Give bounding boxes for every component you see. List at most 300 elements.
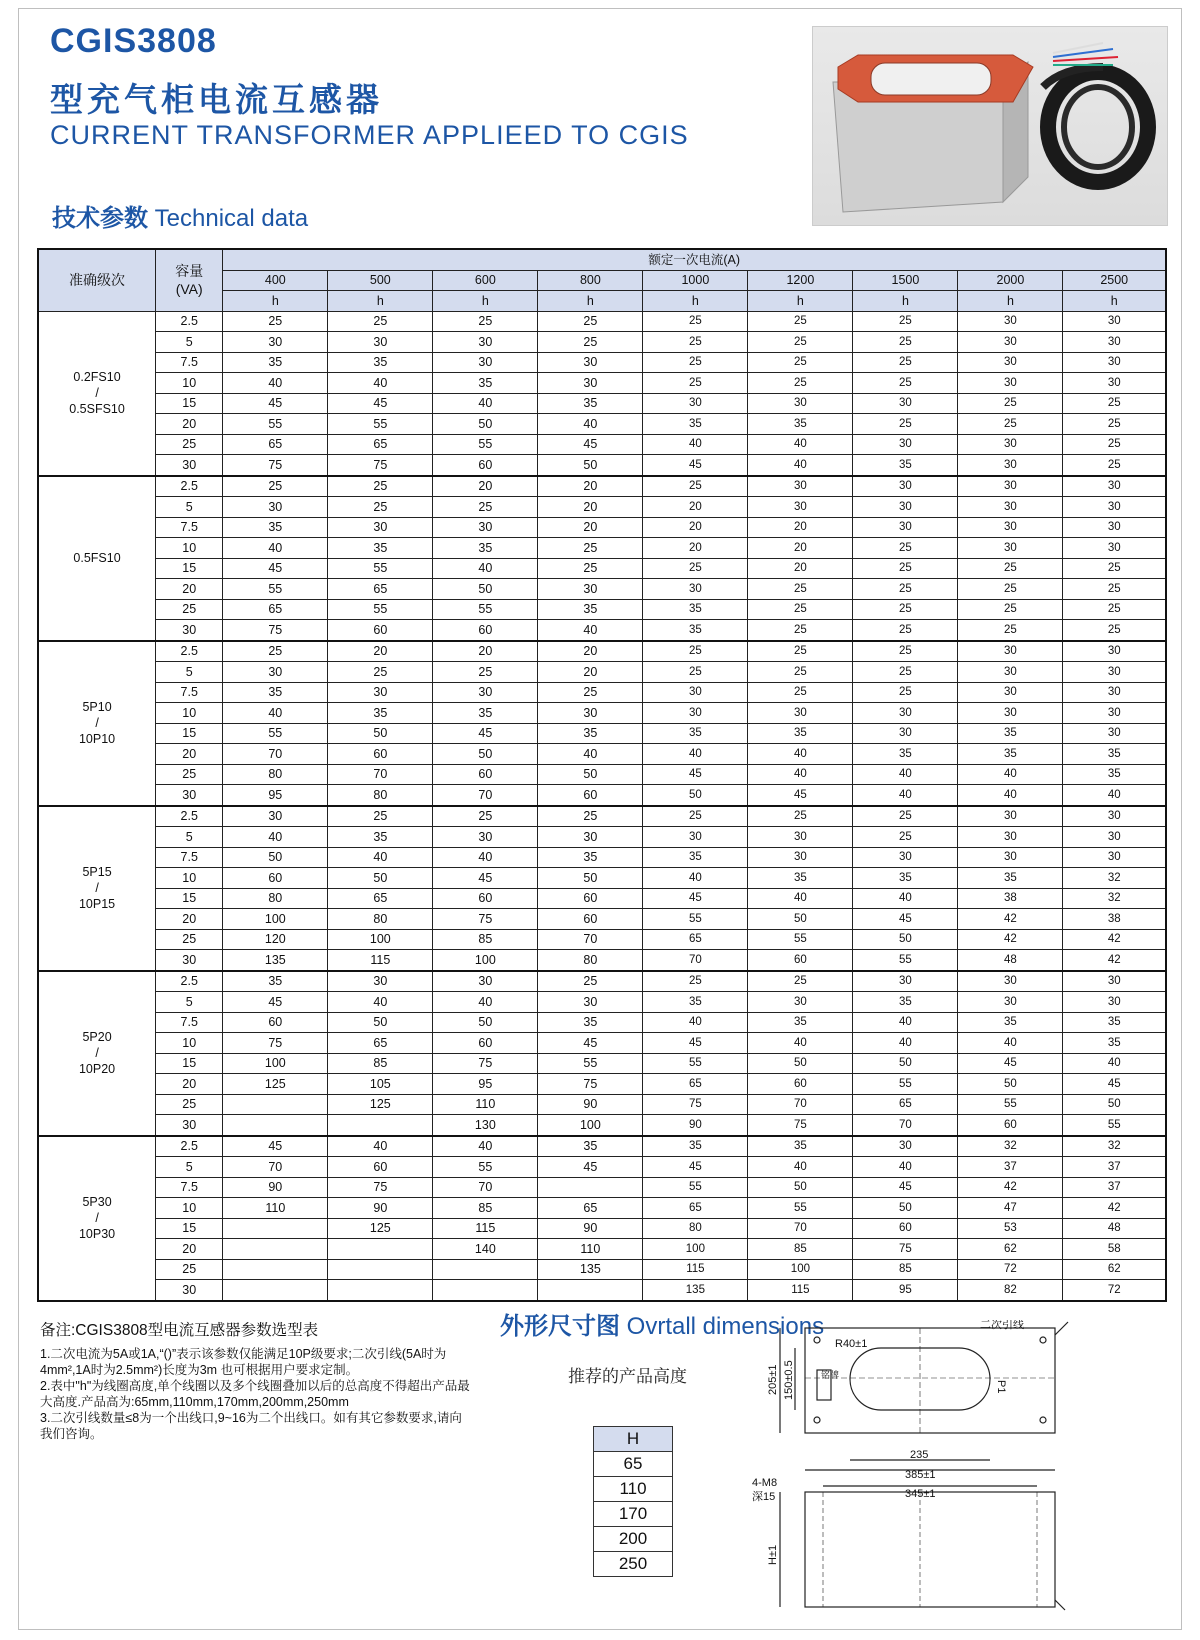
height-cell: 30: [1063, 517, 1166, 538]
table-row: [38, 1136, 1166, 1157]
height-cell: 85: [433, 929, 538, 950]
height-cell: 40: [223, 827, 328, 848]
height-cell: 60: [433, 764, 538, 785]
height-cell: 110: [433, 1094, 538, 1115]
table-row: [38, 599, 1166, 620]
header-capacity-unit: (VA): [175, 281, 203, 298]
capacity-cell: 5: [156, 1157, 223, 1178]
height-cell: 40: [748, 764, 853, 785]
height-cell: 45: [853, 909, 958, 930]
height-cell: 50: [748, 1053, 853, 1074]
table-row: [38, 393, 1166, 414]
height-cell: 75: [328, 455, 433, 476]
height-cell: 42: [958, 909, 1063, 930]
height-cell: 45: [643, 888, 748, 909]
capacity-cell: 2.5: [156, 476, 223, 497]
height-cell: 35: [853, 992, 958, 1013]
height-cell: 30: [538, 352, 643, 373]
height-cell: 40: [223, 373, 328, 394]
table-row: [38, 332, 1166, 353]
accuracy-class-cell: [38, 641, 156, 806]
height-cell: [538, 1280, 643, 1301]
height-cell: 72: [1063, 1280, 1166, 1301]
height-cell: 30: [538, 579, 643, 600]
height-cell: 25: [853, 332, 958, 353]
height-cell: 38: [1063, 909, 1166, 930]
height-cell: 70: [223, 1157, 328, 1178]
height-cell: 40: [853, 764, 958, 785]
height-cell: 25: [1063, 414, 1166, 435]
height-cell: 30: [643, 579, 748, 600]
height-cell: 75: [433, 909, 538, 930]
header-unit-h: h: [958, 291, 1063, 312]
height-cell: 110: [223, 1198, 328, 1219]
height-cell: 65: [328, 888, 433, 909]
height-cell: 30: [1063, 373, 1166, 394]
height-cell: 105: [328, 1074, 433, 1095]
table-row: [38, 558, 1166, 579]
height-cell: 70: [538, 929, 643, 950]
height-cell: 25: [538, 558, 643, 579]
height-cell: 35: [643, 1136, 748, 1157]
height-cell: 30: [538, 992, 643, 1013]
header-unit-h: h: [538, 291, 643, 312]
height-cell: 25: [328, 662, 433, 683]
table-row: [38, 1033, 1166, 1054]
height-cell: 20: [433, 641, 538, 662]
header-current-1500: 1500: [853, 270, 958, 291]
height-cell: 40: [328, 847, 433, 868]
height-cell: 30: [223, 332, 328, 353]
height-cell: 75: [538, 1074, 643, 1095]
header-unit-h: h: [328, 291, 433, 312]
height-value: 65: [594, 1452, 673, 1477]
height-cell: 30: [328, 517, 433, 538]
height-cell: 30: [433, 971, 538, 992]
height-cell: [433, 1280, 538, 1301]
height-cell: 115: [643, 1259, 748, 1280]
height-cell: 35: [538, 393, 643, 414]
table-row: [38, 888, 1166, 909]
label-depth: 深15: [752, 1491, 776, 1503]
height-cell: 20: [643, 517, 748, 538]
height-cell: 45: [958, 1053, 1063, 1074]
height-cell: 65: [223, 599, 328, 620]
front-view-outline: [805, 1492, 1055, 1607]
height-cell: 50: [958, 1074, 1063, 1095]
table-row: [38, 1074, 1166, 1095]
capacity-cell: 2.5: [156, 806, 223, 827]
accuracy-class-label: 0.5FS10: [73, 551, 121, 565]
height-cell: 82: [958, 1280, 1063, 1301]
height-cell: 75: [223, 620, 328, 641]
height-cell: 50: [433, 1012, 538, 1033]
height-cell: 30: [958, 682, 1063, 703]
table-row: [38, 950, 1166, 971]
height-cell: 45: [643, 764, 748, 785]
height-cell: 30: [1063, 538, 1166, 559]
label-secondary-lead: 二次引线: [980, 1320, 1024, 1331]
height-cell: 60: [538, 785, 643, 806]
height-value: 200: [594, 1527, 673, 1552]
height-cell: 25: [748, 641, 853, 662]
table-row: [38, 703, 1166, 724]
height-cell: 30: [643, 393, 748, 414]
height-cell: 30: [433, 682, 538, 703]
height-cell: 25: [328, 806, 433, 827]
height-cell: 75: [853, 1239, 958, 1260]
height-cell: 72: [958, 1259, 1063, 1280]
header-unit-h: h: [433, 291, 538, 312]
table-row: [38, 497, 1166, 518]
accuracy-class-label: 10P30: [78, 1227, 116, 1241]
height-cell: 45: [223, 1136, 328, 1157]
height-cell: 25: [748, 620, 853, 641]
height-cell: 35: [538, 1012, 643, 1033]
product-title-cn: 型充气柜电流互感器: [50, 80, 383, 119]
height-cell: 25: [748, 662, 853, 683]
height-cell: 55: [958, 1094, 1063, 1115]
height-cell: 25: [748, 682, 853, 703]
height-cell: [223, 1259, 328, 1280]
height-cell: 80: [643, 1218, 748, 1239]
header-unit-h: h: [223, 291, 328, 312]
height-cell: 30: [1063, 703, 1166, 724]
height-cell: 100: [433, 950, 538, 971]
height-cell: 40: [748, 744, 853, 765]
height-cell: 80: [328, 785, 433, 806]
table-row: [38, 1218, 1166, 1239]
height-cell: 45: [538, 1033, 643, 1054]
height-cell: 40: [433, 393, 538, 414]
capacity-cell: 2.5: [156, 641, 223, 662]
capacity-cell: 25: [156, 599, 223, 620]
capacity-cell: 25: [156, 929, 223, 950]
height-cell: 40: [1063, 785, 1166, 806]
height-cell: [223, 1280, 328, 1301]
height-cell: 50: [643, 785, 748, 806]
height-cell: 25: [1063, 579, 1166, 600]
capacity-cell: 25: [156, 764, 223, 785]
height-cell: 30: [1063, 847, 1166, 868]
height-cell: 35: [853, 455, 958, 476]
height-cell: 75: [223, 455, 328, 476]
height-cell: 25: [853, 538, 958, 559]
capacity-cell: 15: [156, 723, 223, 744]
height-cell: 40: [853, 888, 958, 909]
height-cell: 35: [958, 744, 1063, 765]
height-cell: 50: [328, 868, 433, 889]
capacity-cell: 7.5: [156, 1177, 223, 1198]
label-4-m8: 4-M8: [752, 1477, 778, 1489]
height-cell: 75: [223, 1033, 328, 1054]
height-cell: 35: [748, 723, 853, 744]
capacity-cell: 25: [156, 1259, 223, 1280]
height-cell: 30: [958, 971, 1063, 992]
height-cell: 35: [1063, 1033, 1166, 1054]
height-cell: 30: [958, 827, 1063, 848]
height-cell: 35: [853, 744, 958, 765]
height-cell: 30: [958, 641, 1063, 662]
height-cell: [223, 1239, 328, 1260]
height-cell: 40: [538, 620, 643, 641]
label-r40: R40±1: [835, 1338, 868, 1350]
label-p1: P1: [995, 1380, 1007, 1394]
table-row: [38, 971, 1166, 992]
height-cell: 25: [433, 806, 538, 827]
height-cell: 25: [853, 682, 958, 703]
height-cell: 70: [328, 764, 433, 785]
height-cell: 100: [748, 1259, 853, 1280]
table-row: [38, 455, 1166, 476]
height-cell: 20: [538, 517, 643, 538]
height-cell: 47: [958, 1198, 1063, 1219]
height-cell: 45: [433, 723, 538, 744]
accuracy-class-label: /: [95, 1046, 99, 1060]
height-cell: 25: [958, 579, 1063, 600]
height-cell: 50: [1063, 1094, 1166, 1115]
accuracy-class-cell: [38, 476, 156, 641]
table-row: [38, 929, 1166, 950]
header-current-600: 600: [433, 270, 538, 291]
height-cell: 25: [538, 538, 643, 559]
height-cell: 30: [433, 352, 538, 373]
height-cell: 20: [433, 476, 538, 497]
height-cell: 30: [538, 827, 643, 848]
height-cell: 25: [328, 497, 433, 518]
height-cell: 30: [223, 662, 328, 683]
height-cell: 25: [748, 311, 853, 332]
height-cell: 20: [748, 517, 853, 538]
height-cell: 58: [1063, 1239, 1166, 1260]
height-cell: 45: [748, 785, 853, 806]
height-cell: 125: [328, 1094, 433, 1115]
height-cell: 30: [538, 703, 643, 724]
capacity-cell: 10: [156, 1033, 223, 1054]
height-cell: 25: [538, 971, 643, 992]
label-345: 345±1: [905, 1488, 936, 1500]
height-cell: 85: [328, 1053, 433, 1074]
height-table: [593, 1426, 673, 1577]
height-cell: 50: [433, 744, 538, 765]
height-cell: 25: [748, 352, 853, 373]
label-nameplate: 铭牌: [821, 1370, 840, 1380]
height-cell: 30: [328, 332, 433, 353]
capacity-cell: 2.5: [156, 1136, 223, 1157]
height-cell: 90: [223, 1177, 328, 1198]
height-cell: 25: [748, 332, 853, 353]
height-cell: 42: [1063, 1198, 1166, 1219]
capacity-cell: 25: [156, 1094, 223, 1115]
height-cell: 45: [538, 1157, 643, 1178]
height-cell: 30: [223, 497, 328, 518]
label-205: 205±1: [767, 1364, 779, 1395]
header-rated-current: 额定一次电流(A): [223, 249, 1166, 270]
height-cell: 35: [643, 599, 748, 620]
height-cell: 42: [1063, 929, 1166, 950]
height-cell: 30: [1063, 476, 1166, 497]
accuracy-class-label: 10P15: [78, 897, 116, 911]
height-cell: [223, 1218, 328, 1239]
height-cell: 55: [853, 1074, 958, 1095]
height-cell: 30: [958, 847, 1063, 868]
height-cell: 30: [853, 476, 958, 497]
height-cell: 30: [748, 827, 853, 848]
accuracy-class-label: 10P20: [78, 1062, 116, 1076]
capacity-cell: 10: [156, 868, 223, 889]
table-row: [38, 806, 1166, 827]
header-unit-h: h: [643, 291, 748, 312]
height-cell: 80: [328, 909, 433, 930]
accuracy-class-cell: [38, 1136, 156, 1301]
height-cell: 25: [328, 311, 433, 332]
height-cell: 45: [223, 393, 328, 414]
height-cell: 40: [223, 703, 328, 724]
height-cell: 20: [538, 476, 643, 497]
height-cell: [223, 1115, 328, 1136]
height-cell: 140: [433, 1239, 538, 1260]
table-row: [38, 744, 1166, 765]
header-current-2000: 2000: [958, 270, 1063, 291]
height-cell: 42: [958, 929, 1063, 950]
note-line-3: 3.二次引线数量≤8为一个出线口,9~16为二个出线口。如有其它参数要求,请向我们咨询。: [40, 1411, 462, 1441]
height-cell: 25: [1063, 434, 1166, 455]
dimensions-title-cn: 外形尺寸图: [500, 1312, 620, 1340]
height-cell: 50: [328, 1012, 433, 1033]
height-cell: 50: [433, 414, 538, 435]
table-row: [38, 641, 1166, 662]
height-cell: [433, 1259, 538, 1280]
notes-title: 备注:CGIS3808型电流互感器参数选型表: [40, 1322, 319, 1339]
height-cell: 30: [1063, 332, 1166, 353]
height-cell: 65: [643, 1198, 748, 1219]
capacity-cell: 25: [156, 434, 223, 455]
height-cell: 55: [433, 599, 538, 620]
height-cell: 65: [538, 1198, 643, 1219]
height-cell: 55: [433, 434, 538, 455]
height-cell: 25: [958, 599, 1063, 620]
label-h: H±1: [767, 1544, 779, 1565]
height-cell: 25: [958, 620, 1063, 641]
height-cell: 135: [538, 1259, 643, 1280]
capacity-cell: 2.5: [156, 971, 223, 992]
header-capacity: [156, 249, 223, 311]
height-cell: 115: [328, 950, 433, 971]
height-cell: 35: [328, 703, 433, 724]
height-cell: 50: [328, 723, 433, 744]
height-cell: 20: [643, 538, 748, 559]
capacity-cell: 10: [156, 1198, 223, 1219]
height-cell: 40: [538, 744, 643, 765]
height-cell: 30: [1063, 806, 1166, 827]
table-row: [38, 682, 1166, 703]
height-cell: 40: [748, 455, 853, 476]
outline-dimension-drawing: [750, 1320, 1080, 1620]
height-cell: 25: [853, 662, 958, 683]
height-cell: 25: [538, 311, 643, 332]
table-row: [38, 764, 1166, 785]
dimensions-title-en: Ovrtall dimensions: [626, 1313, 825, 1340]
capacity-cell: 20: [156, 1074, 223, 1095]
height-cell: 65: [223, 434, 328, 455]
height-value: 170: [594, 1502, 673, 1527]
height-cell: 20: [748, 538, 853, 559]
accuracy-class-label: /: [95, 386, 99, 400]
height-cell: 60: [433, 1033, 538, 1054]
accuracy-class-label: /: [95, 716, 99, 730]
accuracy-class-cell: [38, 806, 156, 971]
height-cell: 40: [1063, 1053, 1166, 1074]
height-cell: 30: [1063, 497, 1166, 518]
height-cell: 130: [433, 1115, 538, 1136]
height-cell: 32: [1063, 868, 1166, 889]
height-cell: 20: [328, 641, 433, 662]
height-cell: 100: [223, 909, 328, 930]
height-cell: 30: [958, 662, 1063, 683]
section-title-cn: 技术参数: [52, 204, 148, 232]
height-cell: 30: [958, 992, 1063, 1013]
capacity-cell: 5: [156, 992, 223, 1013]
table-body: [38, 311, 1166, 1301]
height-cell: 35: [538, 847, 643, 868]
table-row: [38, 414, 1166, 435]
height-cell: 55: [328, 599, 433, 620]
table-row: [38, 827, 1166, 848]
height-cell: [328, 1115, 433, 1136]
height-cell: 30: [748, 476, 853, 497]
height-cell: 45: [538, 434, 643, 455]
capacity-cell: 20: [156, 579, 223, 600]
capacity-cell: 5: [156, 662, 223, 683]
table-row: [38, 662, 1166, 683]
height-cell: 75: [643, 1094, 748, 1115]
height-cell: 40: [853, 1033, 958, 1054]
accuracy-class-label: 0.5SFS10: [69, 402, 125, 416]
height-cell: 85: [433, 1198, 538, 1219]
height-cell: 40: [748, 1157, 853, 1178]
height-cell: 25: [538, 332, 643, 353]
height-cell: 25: [853, 806, 958, 827]
height-cell: 25: [748, 971, 853, 992]
height-cell: 20: [538, 497, 643, 518]
height-cell: 30: [958, 434, 1063, 455]
height-cell: 30: [853, 393, 958, 414]
height-cell: 62: [958, 1239, 1063, 1260]
height-cell: 35: [643, 847, 748, 868]
height-cell: 50: [853, 929, 958, 950]
height-cell: 55: [433, 1157, 538, 1178]
capacity-cell: 7.5: [156, 682, 223, 703]
table-row: [594, 1477, 673, 1502]
height-cell: 40: [538, 414, 643, 435]
height-cell: 25: [643, 662, 748, 683]
height-cell: 62: [1063, 1259, 1166, 1280]
height-value: 110: [594, 1477, 673, 1502]
height-cell: 25: [958, 393, 1063, 414]
height-table-header: H: [594, 1427, 673, 1452]
height-cell: 65: [643, 1074, 748, 1095]
table-row: [594, 1552, 673, 1577]
capacity-cell: 30: [156, 950, 223, 971]
height-cell: 35: [223, 352, 328, 373]
height-cell: 35: [1063, 744, 1166, 765]
height-cell: 135: [223, 950, 328, 971]
height-cell: 35: [853, 868, 958, 889]
height-cell: 25: [223, 476, 328, 497]
height-cell: 30: [853, 723, 958, 744]
height-cell: 35: [538, 599, 643, 620]
table-row: [38, 1157, 1166, 1178]
